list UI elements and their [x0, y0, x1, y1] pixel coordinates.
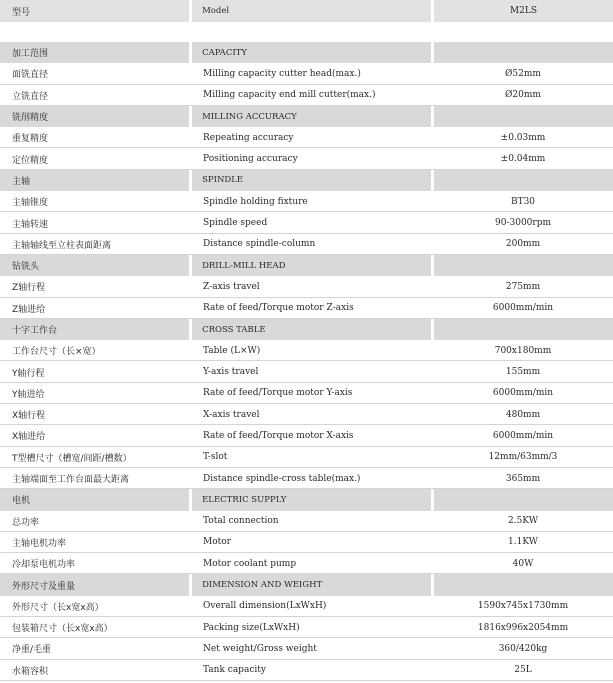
param-name-cn: 外形尺寸（长x宽x高） [12, 602, 104, 613]
param-value: 6000mm/min [492, 303, 554, 314]
table-row [0, 553, 613, 574]
table-row [0, 276, 613, 297]
param-name-en: Y-axis travel [203, 367, 259, 378]
section-title-en: CAPACITY [192, 42, 431, 63]
section-header-row [0, 489, 613, 510]
section-header-row [0, 106, 613, 127]
param-value: 1816x996x2054mm [477, 622, 569, 633]
param-name-en: Spindle speed [203, 218, 268, 229]
param-name-en: Milling capacity cutter head(max.) [203, 68, 361, 79]
param-name-cn: 主轴轴线至立柱表面距离 [12, 240, 112, 251]
section-header-row [0, 170, 613, 191]
header-model-en: Model [192, 0, 431, 22]
section-value-empty [434, 170, 613, 191]
section-title-cn: 铣削精度 [0, 106, 189, 127]
section-title-en: SPINDLE [192, 170, 431, 191]
param-name-en: Total connection [203, 516, 279, 527]
param-value: ±0.03mm [500, 132, 546, 143]
param-name-en: Repeating accuracy [203, 132, 294, 143]
param-value: 1.1KW [508, 537, 538, 548]
section-title-cn: 主轴 [0, 170, 189, 191]
param-name-en: X-axis travel [203, 409, 260, 420]
param-value: 365mm [505, 473, 541, 484]
section-header-row [0, 319, 613, 340]
param-name-cn: 重复精度 [12, 134, 49, 145]
header-model-value: M2LS [434, 0, 613, 22]
section-title-cn: 十字工作台 [0, 319, 189, 340]
section-value-empty [434, 106, 613, 127]
table-row [0, 511, 613, 532]
param-name-en: Rate of feed/Torque motor X-axis [203, 430, 354, 441]
param-value: 6000mm/min [492, 388, 554, 399]
table-row [0, 383, 613, 404]
section-header-row [0, 574, 613, 595]
param-name-cn: 总功率 [12, 517, 40, 528]
section-header-row [0, 42, 613, 63]
table-row [0, 234, 613, 255]
section-title-cn: 钻铣头 [0, 255, 189, 276]
table-row [0, 85, 613, 106]
param-value: 360/420kg [498, 643, 548, 654]
param-name-en: Net weight/Gross weight [203, 643, 317, 654]
param-name-cn: Z轴行程 [12, 283, 46, 294]
param-name-en: Distance spindle-column [203, 239, 316, 250]
param-name-en: Milling capacity end mill cutter(max.) [203, 90, 376, 101]
param-value: 480mm [505, 409, 541, 420]
param-name-cn: Z轴进给 [12, 304, 46, 315]
param-name-en: T-slot [203, 452, 228, 463]
param-value: Ø20mm [505, 90, 541, 101]
table-row [0, 340, 613, 361]
param-name-en: Table (L×W) [203, 345, 261, 356]
table-row [0, 361, 613, 382]
param-name-cn: 水箱容积 [12, 666, 49, 677]
param-value: 90-3000rpm [495, 218, 551, 229]
param-name-cn: 定位精度 [12, 155, 49, 166]
table-row [0, 532, 613, 553]
param-name-en: Tank capacity [203, 665, 266, 676]
param-name-en: Rate of feed/Torque motor Z-axis [203, 303, 354, 314]
param-name-cn: 主轴转速 [12, 219, 49, 230]
table-header-row [0, 0, 613, 22]
table-row [0, 447, 613, 468]
table-row [0, 404, 613, 425]
table-row [0, 617, 613, 638]
table-row [0, 212, 613, 233]
header-spacer [0, 22, 613, 42]
param-name-cn: Y轴行程 [12, 368, 45, 379]
section-value-empty [434, 42, 613, 63]
section-title-cn: 电机 [0, 489, 189, 510]
section-value-empty [434, 574, 613, 595]
section-title-en: MILLING ACCURACY [192, 106, 431, 127]
param-value: 25L [514, 665, 532, 676]
param-value: 155mm [505, 367, 541, 378]
param-name-cn: 主轴电机功率 [12, 538, 67, 549]
section-title-en: DRILL-MILL HEAD [192, 255, 431, 276]
param-name-cn: 工作台尺寸（长×宽） [12, 347, 101, 358]
section-header-row [0, 255, 613, 276]
section-title-en: CROSS TABLE [192, 319, 431, 340]
table-row [0, 191, 613, 212]
param-value: 2.5KW [508, 516, 538, 527]
param-name-en: Z-axis travel [203, 281, 260, 292]
table-row [0, 425, 613, 446]
param-name-cn: 主轴锥度 [12, 198, 49, 209]
section-title-en: ELECTRIC SUPPLY [192, 489, 431, 510]
param-value: ±0.04mm [500, 154, 546, 165]
param-name-cn: 立铣直径 [12, 91, 49, 102]
param-name-cn: 包装箱尺寸（长x宽x高） [12, 624, 113, 635]
param-value: Ø52mm [505, 68, 541, 79]
table-row [0, 596, 613, 617]
param-name-en: Overall dimension(LxWxH) [203, 601, 327, 612]
param-value: BT30 [510, 196, 536, 207]
param-name-en: Packing size(LxWxH) [203, 622, 300, 633]
header-model-cn: 型号 [0, 0, 189, 22]
param-value: 200mm [505, 239, 541, 250]
param-value: 1590x745x1730mm [477, 601, 569, 612]
param-value: 6000mm/min [492, 430, 554, 441]
table-row [0, 127, 613, 148]
param-name-cn: 净重/毛重 [12, 645, 52, 656]
table-row [0, 660, 613, 681]
table-body [0, 42, 613, 681]
param-name-cn: T型槽尺寸（槽宽/间距/槽数） [12, 453, 132, 464]
table-row [0, 638, 613, 659]
param-name-cn: 冷却泵电机功率 [12, 560, 76, 571]
param-name-en: Spindle holding fixture [203, 196, 308, 207]
section-title-en: DIMENSION AND WEIGHT [192, 574, 431, 595]
table-row [0, 148, 613, 169]
section-value-empty [434, 489, 613, 510]
param-name-en: Rate of feed/Torque motor Y-axis [203, 388, 353, 399]
param-name-en: Motor [203, 537, 231, 548]
section-title-cn: 外形尺寸及重量 [0, 574, 189, 595]
section-title-cn: 加工范围 [0, 42, 189, 63]
param-value: 275mm [505, 281, 541, 292]
param-name-cn: Y轴进给 [12, 389, 45, 400]
table-row [0, 63, 613, 84]
param-name-en: Positioning accuracy [203, 154, 298, 165]
table-row [0, 468, 613, 489]
section-value-empty [434, 319, 613, 340]
section-value-empty [434, 255, 613, 276]
param-name-cn: 面铣直径 [12, 70, 49, 81]
param-name-en: Distance spindle-cross table(max.) [203, 473, 361, 484]
param-value: 40W [512, 558, 534, 569]
param-name-en: Motor coolant pump [203, 558, 297, 569]
param-value: 700x180mm [494, 345, 552, 356]
param-name-cn: 主轴端面至工作台面最大距离 [12, 475, 130, 486]
table-row [0, 298, 613, 319]
param-name-cn: X轴进给 [12, 432, 46, 443]
param-value: 12mm/63mm/3 [488, 452, 558, 463]
param-name-cn: X轴行程 [12, 411, 46, 422]
